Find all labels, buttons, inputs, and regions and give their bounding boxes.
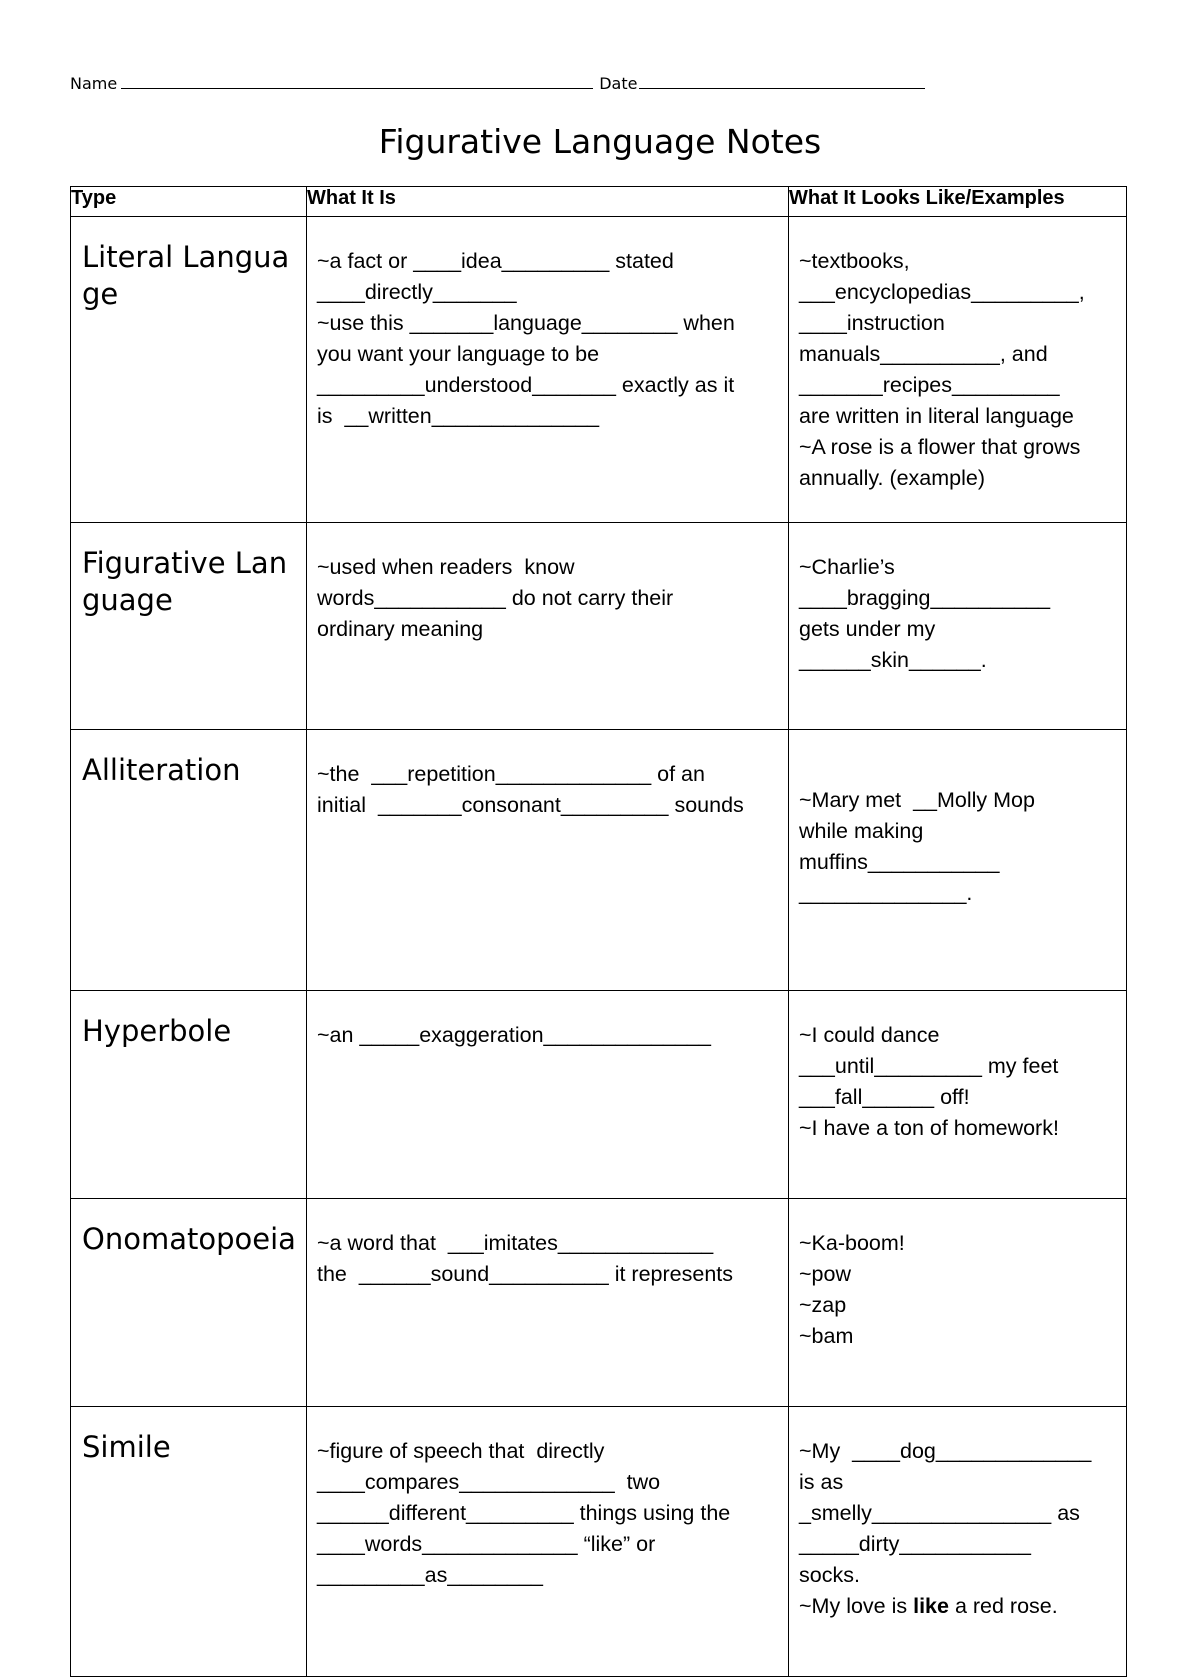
examples-cell xyxy=(789,730,1127,991)
type-cell xyxy=(71,523,307,730)
definition-line: initial _______consonant_________ sounds xyxy=(317,793,744,817)
emphasized-word: like xyxy=(913,1594,949,1618)
example-line: manuals__________, and xyxy=(799,342,1048,366)
definition-line: ~a word that ___imitates_____________ xyxy=(317,1231,714,1255)
type-label: Alliteration xyxy=(82,753,241,787)
definition-line: ~an _____exaggeration______________ xyxy=(317,1023,711,1047)
table-row xyxy=(71,991,1127,1199)
column-header-examples: What It Looks Like/Examples xyxy=(789,187,1127,217)
column-header-what-it-is: What It Is xyxy=(307,187,789,217)
table-row xyxy=(71,1199,1127,1407)
name-label: Name xyxy=(70,74,118,93)
definition-line: the ______sound__________ it represents xyxy=(317,1262,734,1286)
notes-table xyxy=(70,186,1127,1677)
type-label: Simile xyxy=(82,1430,171,1464)
example-line: ____instruction xyxy=(799,311,945,335)
example-line: gets under my xyxy=(799,617,936,641)
table-row xyxy=(71,523,1127,730)
type-label: Literal Language xyxy=(82,240,290,311)
example-line: ~Charlie’s xyxy=(799,555,895,579)
example-line: are written in literal language xyxy=(799,404,1074,428)
definition-line: _________understood_______ exactly as it xyxy=(317,373,735,397)
example-line xyxy=(799,1591,1116,1622)
type-label: Hyperbole xyxy=(82,1014,232,1048)
type-cell xyxy=(71,991,307,1199)
table-row xyxy=(71,730,1127,991)
definition-line: ____compares_____________ two xyxy=(317,1470,661,1494)
example-line: ___until_________ my feet xyxy=(799,1054,1059,1078)
example-line: ~bam xyxy=(799,1324,854,1348)
definition-line: ~figure of speech that directly xyxy=(317,1439,605,1463)
definition-cell xyxy=(307,730,789,991)
table-row xyxy=(71,217,1127,523)
example-line: ______skin______. xyxy=(799,648,987,672)
example-line: ___encyclopedias_________, xyxy=(799,280,1085,304)
example-line: ~A rose is a flower that grows xyxy=(799,435,1081,459)
definition-line: ____directly_______ xyxy=(317,280,517,304)
date-label: Date xyxy=(599,74,638,93)
example-line: ______________. xyxy=(799,881,973,905)
type-label: Figurative Language xyxy=(82,546,288,617)
type-cell xyxy=(71,1199,307,1407)
example-line: ~zap xyxy=(799,1293,847,1317)
example-line: ~I have a ton of homework! xyxy=(799,1116,1059,1140)
definition-line: ~use this _______language________ when xyxy=(317,311,735,335)
definition-line: words___________ do not carry their xyxy=(317,586,674,610)
table-row xyxy=(71,1407,1127,1677)
type-cell xyxy=(71,217,307,523)
name-date-line xyxy=(70,74,925,93)
examples-cell xyxy=(789,523,1127,730)
example-text: ~My love is xyxy=(799,1594,914,1618)
type-label: Onomatopoeia xyxy=(82,1222,296,1256)
example-line: muffins___________ xyxy=(799,850,1000,874)
example-line: _____dirty___________ xyxy=(799,1532,1031,1556)
example-line: ~Mary met __Molly Mop xyxy=(799,788,1035,812)
definition-line: is __written______________ xyxy=(317,404,600,428)
definition-line: ordinary meaning xyxy=(317,617,484,641)
definition-cell xyxy=(307,523,789,730)
example-line: _______recipes_________ xyxy=(799,373,1060,397)
definition-cell xyxy=(307,1199,789,1407)
definition-cell xyxy=(307,217,789,523)
example-line: ~pow xyxy=(799,1262,851,1286)
definition-line: ~used when readers know xyxy=(317,555,575,579)
examples-cell xyxy=(789,1407,1127,1677)
definition-line: ______different_________ things using the xyxy=(317,1501,731,1525)
examples-cell xyxy=(789,1199,1127,1407)
type-cell xyxy=(71,1407,307,1677)
name-field[interactable] xyxy=(121,74,593,89)
type-cell xyxy=(71,730,307,991)
date-field[interactable] xyxy=(639,74,925,89)
table-header-row xyxy=(71,187,1127,217)
example-line: ~My ____dog_____________ xyxy=(799,1439,1092,1463)
example-line: socks. xyxy=(799,1563,860,1587)
example-line: ____bragging__________ xyxy=(799,586,1051,610)
examples-cell xyxy=(789,217,1127,523)
definition-cell xyxy=(307,1407,789,1677)
example-line: ~Ka-boom! xyxy=(799,1231,905,1255)
example-line: ___fall______ off! xyxy=(799,1085,970,1109)
example-line: is as xyxy=(799,1470,844,1494)
example-line: annually. (example) xyxy=(799,466,986,490)
column-header-type: Type xyxy=(71,187,307,217)
definition-line: _________as________ xyxy=(317,1563,543,1587)
example-line: ~textbooks, xyxy=(799,249,910,273)
example-line: while making xyxy=(799,819,924,843)
definition-line: ~the ___repetition_____________ of an xyxy=(317,762,705,786)
definition-line: ~a fact or ____idea_________ stated xyxy=(317,249,674,273)
examples-cell xyxy=(789,991,1127,1199)
example-line: ~I could dance xyxy=(799,1023,940,1047)
definition-line: you want your language to be xyxy=(317,342,600,366)
example-line: _smelly_______________ as xyxy=(799,1501,1080,1525)
definition-cell xyxy=(307,991,789,1199)
definition-line: ____words_____________ “like” or xyxy=(317,1532,656,1556)
page-title: Figurative Language Notes xyxy=(378,122,822,161)
example-text: a red rose. xyxy=(948,1594,1058,1618)
